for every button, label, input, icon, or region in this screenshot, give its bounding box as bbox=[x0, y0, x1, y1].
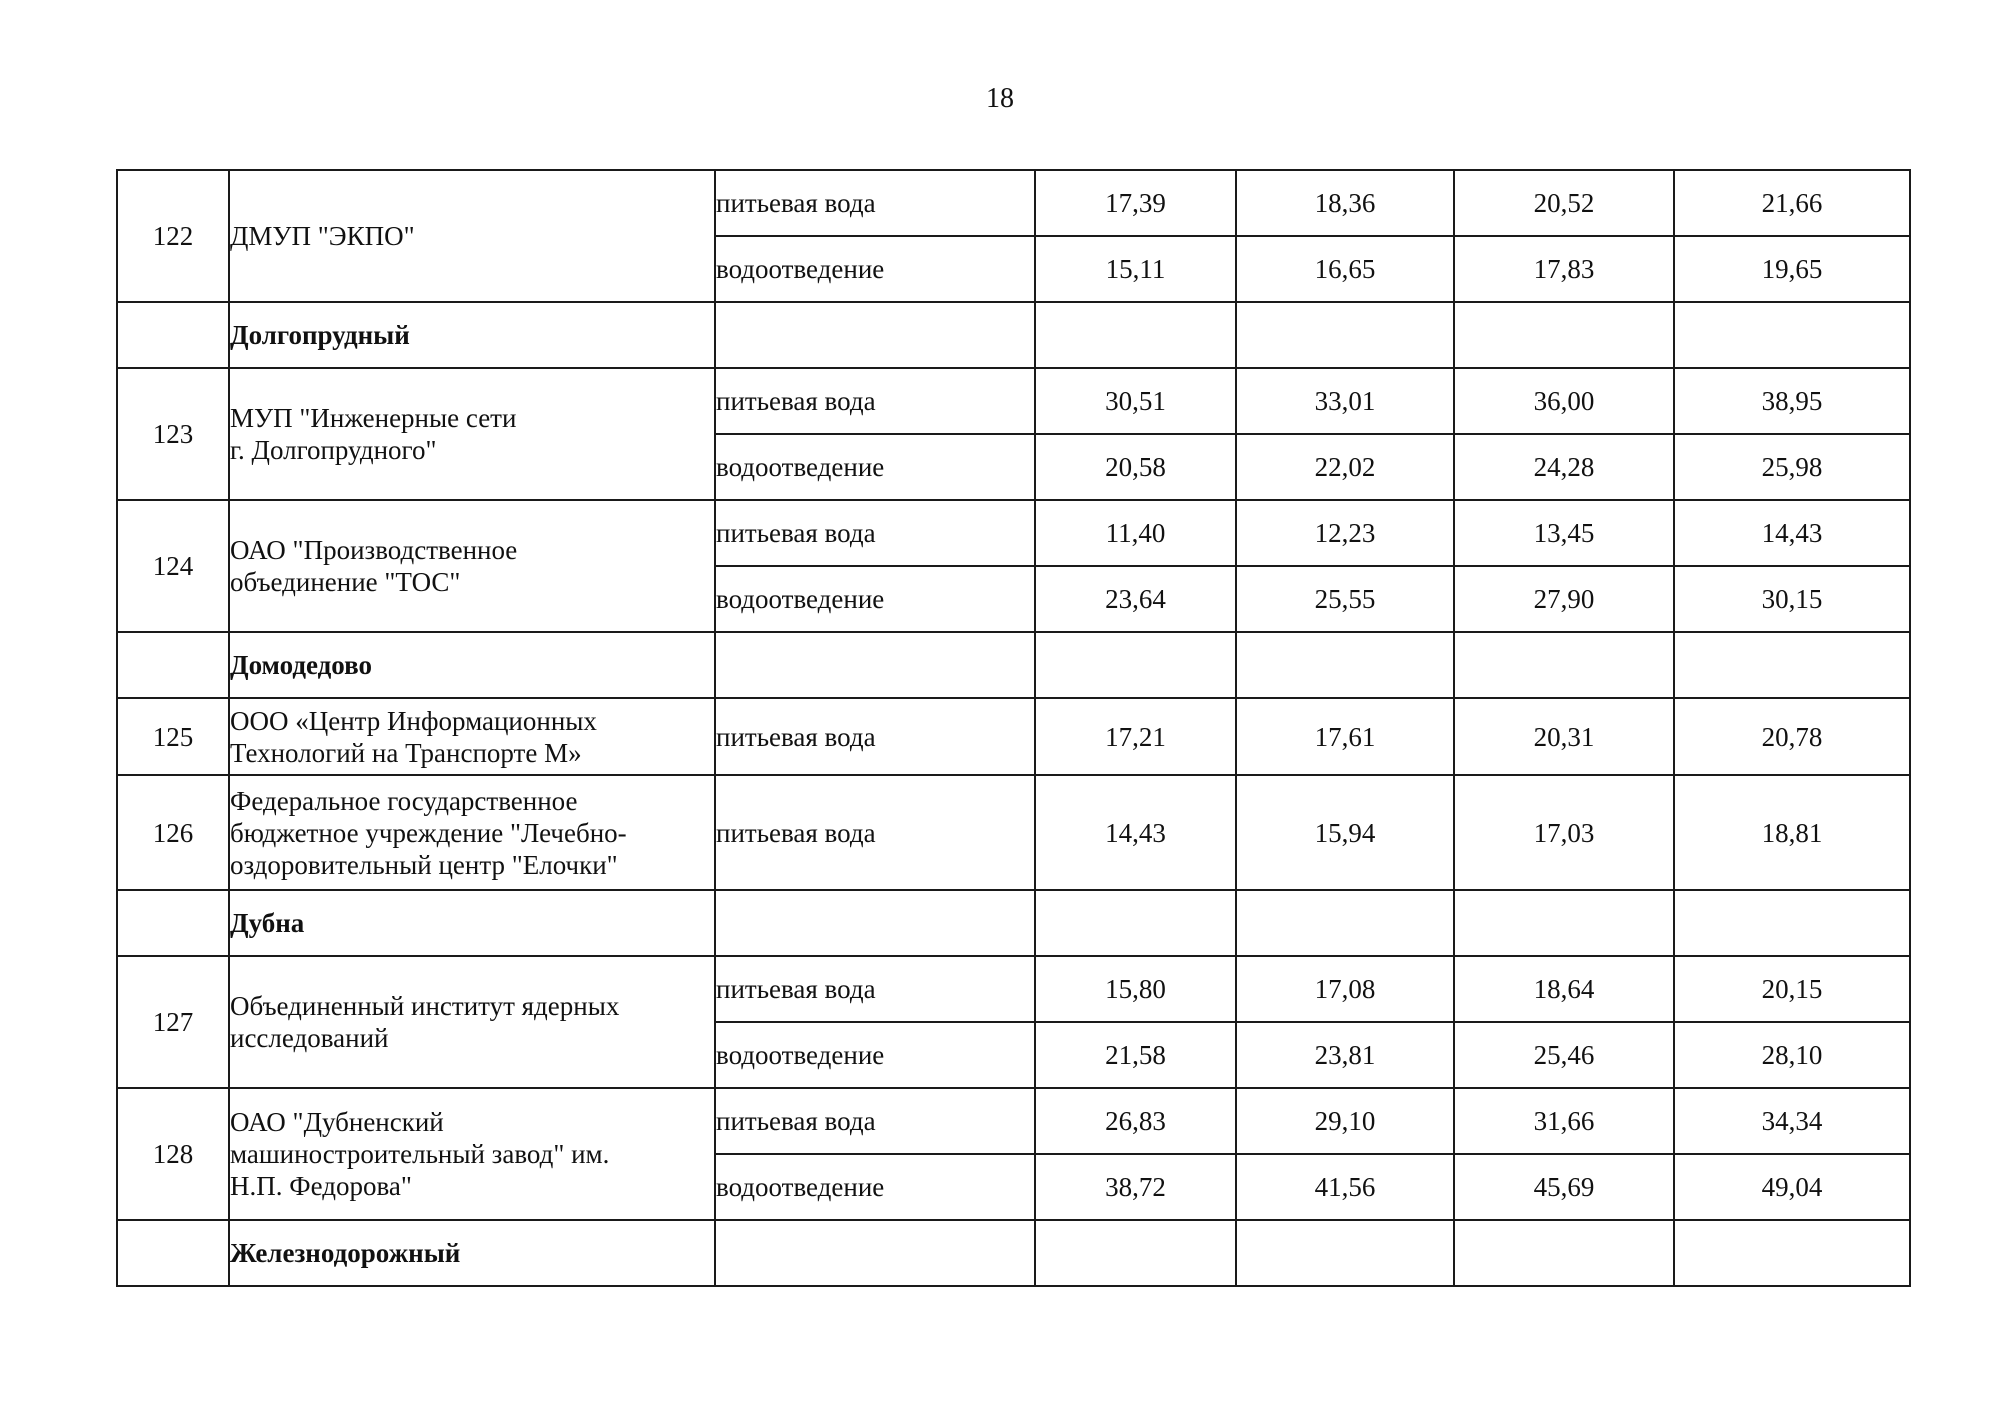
tariff-value: 41,56 bbox=[1236, 1154, 1454, 1220]
tariff-table bbox=[116, 169, 1911, 1287]
row-number: 123 bbox=[117, 368, 229, 500]
tariff-value: 36,00 bbox=[1454, 368, 1674, 434]
empty-cell bbox=[1454, 890, 1674, 956]
tariff-value: 16,65 bbox=[1236, 236, 1454, 302]
empty-num-cell bbox=[117, 890, 229, 956]
city-name: Железнодорожный bbox=[229, 1220, 715, 1286]
organization-name-line: ОАО "Дубненский bbox=[230, 1107, 444, 1137]
organization-name-line: оздоровительный центр "Елочки" bbox=[230, 849, 618, 880]
organization-name bbox=[229, 775, 715, 890]
tariff-value: 21,58 bbox=[1035, 1022, 1236, 1088]
organization-name-line: ДМУП "ЭКПО" bbox=[230, 221, 415, 251]
empty-cell bbox=[715, 890, 1035, 956]
city-header-row bbox=[117, 1220, 1910, 1286]
organization-name-line: г. Долгопрудного" bbox=[230, 435, 437, 465]
tariff-value: 31,66 bbox=[1454, 1088, 1674, 1154]
tariff-value: 20,78 bbox=[1674, 698, 1910, 775]
tariff-value: 30,15 bbox=[1674, 566, 1910, 632]
empty-cell bbox=[1035, 1220, 1236, 1286]
tariff-value: 45,69 bbox=[1454, 1154, 1674, 1220]
tariff-value: 17,21 bbox=[1035, 698, 1236, 775]
organization-name-line: Федеральное государственное bbox=[230, 785, 578, 816]
tariff-value: 49,04 bbox=[1674, 1154, 1910, 1220]
tariff-value: 17,08 bbox=[1236, 956, 1454, 1022]
tariff-value: 30,51 bbox=[1035, 368, 1236, 434]
tariff-value: 23,81 bbox=[1236, 1022, 1454, 1088]
city-header-row bbox=[117, 890, 1910, 956]
service-type: водоотведение bbox=[715, 1154, 1035, 1220]
organization-name-line: Технологий на Транспорте М» bbox=[230, 737, 582, 768]
empty-cell bbox=[1454, 632, 1674, 698]
tariff-value: 20,52 bbox=[1454, 170, 1674, 236]
organization-name bbox=[229, 1088, 715, 1220]
tariff-value: 34,34 bbox=[1674, 1088, 1910, 1154]
tariff-row bbox=[117, 170, 1910, 236]
service-type: водоотведение bbox=[715, 434, 1035, 500]
tariff-value: 23,64 bbox=[1035, 566, 1236, 632]
organization-name-line: Н.П. Федорова" bbox=[230, 1171, 412, 1201]
empty-cell bbox=[1236, 302, 1454, 368]
city-name: Дубна bbox=[229, 890, 715, 956]
city-header-row bbox=[117, 302, 1910, 368]
empty-cell bbox=[715, 1220, 1035, 1286]
tariff-value: 27,90 bbox=[1454, 566, 1674, 632]
empty-cell bbox=[1674, 302, 1910, 368]
empty-cell bbox=[715, 632, 1035, 698]
tariff-value: 25,46 bbox=[1454, 1022, 1674, 1088]
organization-name-line: исследований bbox=[230, 1023, 389, 1053]
tariff-value: 28,10 bbox=[1674, 1022, 1910, 1088]
row-number: 122 bbox=[117, 170, 229, 302]
empty-num-cell bbox=[117, 632, 229, 698]
tariff-value: 24,28 bbox=[1454, 434, 1674, 500]
organization-name-line: ОАО "Производственное bbox=[230, 535, 518, 565]
tariff-value: 18,64 bbox=[1454, 956, 1674, 1022]
tariff-value: 20,31 bbox=[1454, 698, 1674, 775]
row-number: 128 bbox=[117, 1088, 229, 1220]
tariff-value: 19,65 bbox=[1674, 236, 1910, 302]
organization-name-line: МУП "Инженерные сети bbox=[230, 403, 517, 433]
tariff-value: 14,43 bbox=[1035, 775, 1236, 890]
tariff-row bbox=[117, 500, 1910, 566]
service-type: питьевая вода bbox=[715, 368, 1035, 434]
organization-name-line: Объединенный институт ядерных bbox=[230, 991, 620, 1021]
service-type: водоотведение bbox=[715, 566, 1035, 632]
tariff-value: 18,36 bbox=[1236, 170, 1454, 236]
tariff-value: 38,72 bbox=[1035, 1154, 1236, 1220]
organization-name bbox=[229, 698, 715, 775]
organization-name bbox=[229, 956, 715, 1088]
city-name: Домодедово bbox=[229, 632, 715, 698]
organization-name-line: объединение "ТОС" bbox=[230, 567, 461, 597]
empty-num-cell bbox=[117, 302, 229, 368]
tariff-value: 14,43 bbox=[1674, 500, 1910, 566]
empty-cell bbox=[715, 302, 1035, 368]
tariff-value: 33,01 bbox=[1236, 368, 1454, 434]
row-number: 127 bbox=[117, 956, 229, 1088]
empty-cell bbox=[1236, 890, 1454, 956]
empty-cell bbox=[1454, 1220, 1674, 1286]
tariff-value: 15,11 bbox=[1035, 236, 1236, 302]
service-type: питьевая вода bbox=[715, 775, 1035, 890]
tariff-row bbox=[117, 368, 1910, 434]
empty-cell bbox=[1035, 302, 1236, 368]
organization-name bbox=[229, 368, 715, 500]
service-type: питьевая вода bbox=[715, 1088, 1035, 1154]
tariff-table-body bbox=[117, 170, 1910, 1286]
row-number: 126 bbox=[117, 775, 229, 890]
organization-name-line: бюджетное учреждение "Лечебно- bbox=[230, 817, 627, 848]
empty-cell bbox=[1236, 632, 1454, 698]
empty-cell bbox=[1674, 890, 1910, 956]
tariff-row bbox=[117, 956, 1910, 1022]
tariff-value: 18,81 bbox=[1674, 775, 1910, 890]
service-type: водоотведение bbox=[715, 1022, 1035, 1088]
tariff-value: 17,39 bbox=[1035, 170, 1236, 236]
page-number: 18 bbox=[986, 83, 1014, 114]
tariff-value: 17,83 bbox=[1454, 236, 1674, 302]
empty-cell bbox=[1236, 1220, 1454, 1286]
organization-name-line: машиностроительный завод" им. bbox=[230, 1139, 610, 1169]
row-number: 125 bbox=[117, 698, 229, 775]
tariff-row bbox=[117, 775, 1910, 890]
empty-num-cell bbox=[117, 1220, 229, 1286]
organization-name-line: ООО «Центр Информационных bbox=[230, 705, 597, 736]
tariff-value: 15,80 bbox=[1035, 956, 1236, 1022]
tariff-value: 20,15 bbox=[1674, 956, 1910, 1022]
empty-cell bbox=[1035, 890, 1236, 956]
tariff-value: 29,10 bbox=[1236, 1088, 1454, 1154]
tariff-value: 22,02 bbox=[1236, 434, 1454, 500]
tariff-value: 13,45 bbox=[1454, 500, 1674, 566]
tariff-value: 17,61 bbox=[1236, 698, 1454, 775]
tariff-value: 38,95 bbox=[1674, 368, 1910, 434]
service-type: питьевая вода bbox=[715, 956, 1035, 1022]
tariff-value: 25,98 bbox=[1674, 434, 1910, 500]
empty-cell bbox=[1674, 632, 1910, 698]
service-type: питьевая вода bbox=[715, 170, 1035, 236]
tariff-value: 15,94 bbox=[1236, 775, 1454, 890]
city-name: Долгопрудный bbox=[229, 302, 715, 368]
tariff-value: 25,55 bbox=[1236, 566, 1454, 632]
tariff-value: 26,83 bbox=[1035, 1088, 1236, 1154]
tariff-value: 12,23 bbox=[1236, 500, 1454, 566]
service-type: питьевая вода bbox=[715, 698, 1035, 775]
service-type: водоотведение bbox=[715, 236, 1035, 302]
row-number: 124 bbox=[117, 500, 229, 632]
city-header-row bbox=[117, 632, 1910, 698]
tariff-value: 20,58 bbox=[1035, 434, 1236, 500]
tariff-value: 11,40 bbox=[1035, 500, 1236, 566]
organization-name bbox=[229, 170, 715, 302]
tariff-value: 17,03 bbox=[1454, 775, 1674, 890]
empty-cell bbox=[1454, 302, 1674, 368]
tariff-value: 21,66 bbox=[1674, 170, 1910, 236]
organization-name bbox=[229, 500, 715, 632]
empty-cell bbox=[1035, 632, 1236, 698]
tariff-row bbox=[117, 1088, 1910, 1154]
tariff-row bbox=[117, 698, 1910, 775]
empty-cell bbox=[1674, 1220, 1910, 1286]
service-type: питьевая вода bbox=[715, 500, 1035, 566]
